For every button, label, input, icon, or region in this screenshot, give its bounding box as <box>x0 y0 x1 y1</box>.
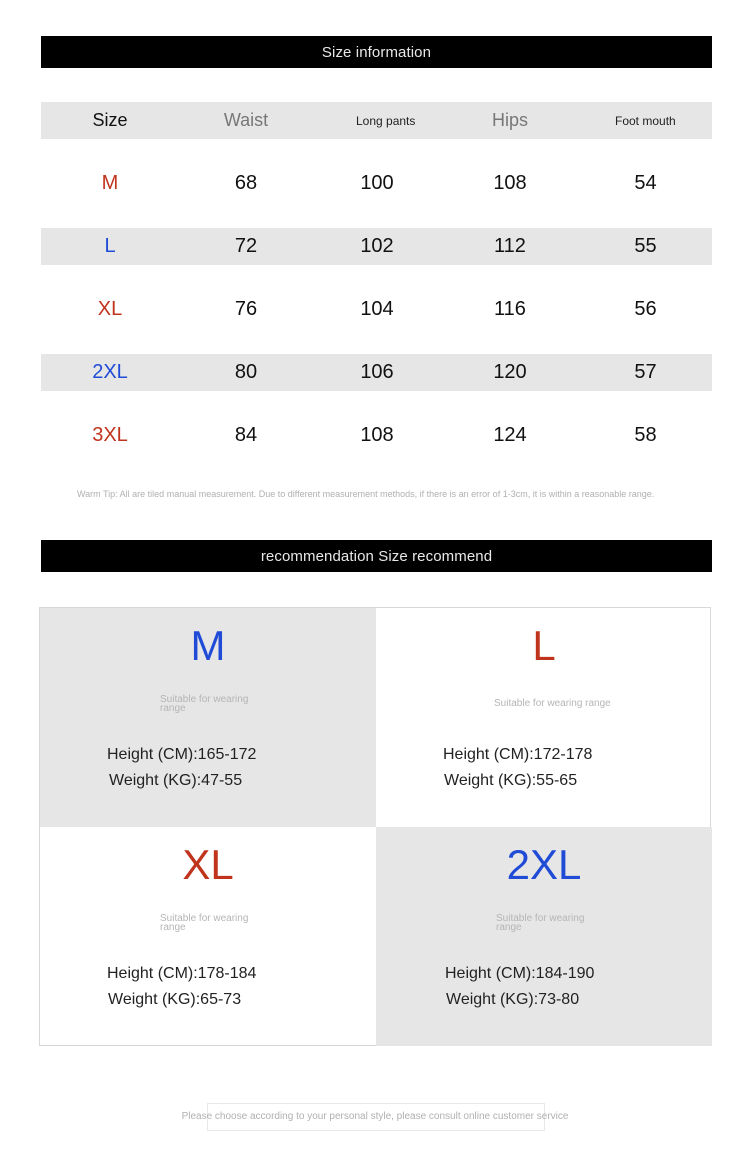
hips-value: 116 <box>494 298 526 320</box>
hips-value: 124 <box>493 424 527 446</box>
size-table-header <box>41 102 712 139</box>
card-measurements <box>107 961 256 1013</box>
table-row <box>41 354 712 391</box>
foot-value: 54 <box>634 172 657 194</box>
table-row <box>41 165 712 202</box>
size-information-title: Size information <box>321 43 432 61</box>
table-row <box>41 417 712 454</box>
waist-value: 72 <box>234 235 258 257</box>
card-height: Height (CM):165-172 <box>107 746 257 763</box>
table-row <box>41 228 712 265</box>
foot-value: 57 <box>634 361 657 383</box>
card-weight: Weight (KG):47-55 <box>109 772 243 789</box>
card-size-label: 2XL <box>506 841 582 888</box>
card-size-label: M <box>190 622 226 669</box>
footer-note: Please choose according to your personal style, please consult online customer service <box>181 1111 569 1122</box>
header-long-pants: Long pants <box>356 113 416 128</box>
hips-value: 120 <box>493 361 527 383</box>
card-measurements <box>445 961 594 1013</box>
card-measurements <box>107 742 256 794</box>
pants-value: 102 <box>360 235 394 257</box>
card-height: Height (CM):178-184 <box>107 965 257 982</box>
header-hips: Hips <box>491 110 528 130</box>
waist-value: 84 <box>234 424 258 446</box>
pants-value: 100 <box>360 172 394 194</box>
recommend-card-l <box>376 608 712 827</box>
recommendation-banner <box>41 540 712 572</box>
pants-value: 106 <box>360 361 394 383</box>
card-range-label: Suitable for wearing range <box>494 698 611 709</box>
pants-value: 108 <box>360 424 394 446</box>
card-weight: Weight (KG):73-80 <box>446 991 580 1008</box>
recommendation-title: recommendation Size recommend <box>260 547 493 565</box>
card-range-label: Suitable for wearing range <box>160 694 249 714</box>
hips-value: 108 <box>493 172 527 194</box>
size-label: M <box>101 172 119 194</box>
size-label: XL <box>97 298 123 320</box>
recommend-card-m <box>40 608 376 827</box>
warm-tip: Warm Tip: All are tiled manual measurement. Due to different measurement methods, if there is an error of 1-3cm, it is within a reasonable range. <box>77 489 655 499</box>
recommend-card-2xl <box>376 827 712 1046</box>
card-range-label: Suitable for wearing range <box>160 913 249 933</box>
size-label: 2XL <box>92 361 128 383</box>
size-label: L <box>104 235 116 257</box>
waist-value: 76 <box>234 298 258 320</box>
foot-value: 58 <box>634 424 657 446</box>
hips-value: 112 <box>494 235 526 257</box>
card-measurements <box>443 742 592 794</box>
card-height: Height (CM):184-190 <box>445 965 595 982</box>
foot-value: 56 <box>634 298 657 320</box>
size-label: 3XL <box>92 424 128 446</box>
card-range-label: Suitable for wearing range <box>496 913 585 933</box>
card-size-label: L <box>532 622 556 669</box>
header-size: Size <box>92 110 128 130</box>
foot-value: 55 <box>634 235 657 257</box>
table-row <box>41 291 712 328</box>
card-height: Height (CM):172-178 <box>443 746 593 763</box>
size-recommend-grid <box>39 607 711 1046</box>
size-table <box>41 102 712 454</box>
header-foot-mouth: Foot mouth <box>615 113 676 128</box>
card-weight: Weight (KG):55-65 <box>444 772 578 789</box>
waist-value: 68 <box>234 172 258 194</box>
pants-value: 104 <box>360 298 394 320</box>
recommend-card-xl <box>40 827 376 1046</box>
header-waist: Waist <box>223 110 269 130</box>
card-size-label: XL <box>182 841 234 888</box>
card-weight: Weight (KG):65-73 <box>108 991 242 1008</box>
waist-value: 80 <box>234 361 258 383</box>
size-information-banner <box>41 36 712 68</box>
